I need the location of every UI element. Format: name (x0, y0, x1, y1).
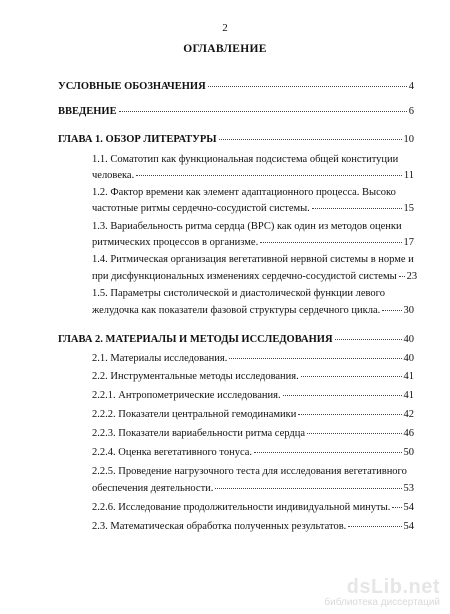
toc-entry-text: ритмических процессов в организме. (92, 237, 259, 248)
leader-dots (136, 175, 402, 176)
toc-page-number: 40 (403, 353, 414, 364)
toc-entry (92, 352, 414, 365)
toc-entry-text: 2.2. Инструментальные методы исследования. (92, 371, 299, 382)
toc-entry-text: ГЛАВА 2. МАТЕРИАЛЫ И МЕТОДЫ ИССЛЕДОВАНИЯ (58, 334, 333, 345)
watermark-logo: dsLib.net (346, 576, 440, 598)
page-title: ОГЛАВЛЕНИЕ (183, 43, 267, 55)
toc-entry (92, 408, 414, 421)
toc-page-number: 41 (403, 371, 414, 382)
toc-entry (92, 236, 414, 249)
watermark (324, 576, 440, 608)
toc-entry (92, 501, 414, 514)
toc-entry-text: УСЛОВНЫЕ ОБОЗНАЧЕНИЯ (58, 81, 206, 92)
toc-entry-text: 2.2.4. Оценка вегетативного тонуса. (92, 447, 253, 458)
toc-entry-text: при дисфункциональных изменениях сердечно-сосудистой системы (92, 271, 397, 282)
leader-dots (254, 452, 401, 453)
toc-page-number: 15 (403, 203, 414, 214)
toc-entry (92, 202, 414, 215)
toc-entry-text: обеспечения деятельности. (92, 483, 214, 494)
toc-page-number: 46 (403, 428, 414, 439)
toc-entry (92, 482, 414, 495)
toc-entry-text: желудочка как показатели фазовой структуры сердечного цикла. (92, 305, 381, 316)
toc-entry-text: 2.2.2. Показатели центральной гемодинамики (92, 409, 297, 420)
leader-dots (312, 208, 402, 209)
toc-page-number: 11 (403, 170, 414, 181)
toc-entry-text: ГЛАВА 1. ОБЗОР ЛИТЕРАТУРЫ (58, 134, 217, 145)
toc-entry-text: 2.2.1. Антропометрические исследования. (92, 390, 281, 401)
leader-dots (399, 276, 405, 277)
toc-entry (92, 270, 418, 283)
toc-entry (92, 389, 414, 402)
leader-dots (229, 358, 401, 359)
toc-entry-text: человека. (92, 170, 135, 181)
leader-dots (382, 310, 401, 311)
toc-entry (92, 370, 414, 383)
toc-entry-text: 1.5. Параметры систолической и диастолической функции левого (92, 288, 385, 299)
toc-page-number: 54 (403, 502, 414, 513)
toc-page-number: 4 (408, 81, 414, 92)
toc-entry (92, 427, 414, 440)
toc-entry (92, 520, 414, 533)
toc-page-number: 40 (403, 334, 414, 345)
leader-dots (215, 488, 401, 489)
leader-dots (119, 111, 407, 112)
toc-entry-text: 1.3. Вариабельность ритма сердца (ВРС) как один из методов оценки (92, 221, 402, 232)
toc-entry (58, 333, 414, 346)
toc-entry-text: 2.2.5. Проведение нагрузочного теста для исследования вегетативного (92, 466, 407, 477)
leader-dots (307, 433, 402, 434)
toc-entry (92, 304, 414, 317)
toc-entry-text: ВВЕДЕНИЕ (58, 106, 117, 117)
toc-entry (58, 133, 414, 146)
toc-page-number: 17 (403, 237, 414, 248)
toc-page-number: 30 (403, 305, 414, 316)
leader-dots (298, 414, 401, 415)
toc-page-number: 42 (403, 409, 414, 420)
toc-page-number: 41 (403, 390, 414, 401)
toc-entry-text: 2.1. Материалы исследования. (92, 353, 228, 364)
leader-dots (283, 395, 402, 396)
page-number: 2 (222, 22, 228, 34)
toc-entry (58, 105, 414, 118)
leader-dots (392, 507, 401, 508)
toc-entry-text: 1.2. Фактор времени как элемент адаптационного процесса. Высоко (92, 187, 396, 198)
watermark-subtitle: библиотека диссертаций (324, 597, 440, 608)
toc-page-number: 6 (408, 106, 414, 117)
leader-dots (301, 376, 402, 377)
toc-entry-text: 2.2.3. Показатели вариабельности ритма сердца (92, 428, 305, 439)
toc-page-number: 50 (403, 447, 414, 458)
leader-dots (219, 139, 402, 140)
leader-dots (260, 242, 401, 243)
toc-entry-text: 1.4. Ритмическая организация вегетативной нервной системы в норме и (92, 254, 414, 265)
toc-entry (92, 446, 414, 459)
toc-entry-text: 2.3. Математическая обработка полученных результатов. (92, 521, 347, 532)
toc-entry-text: частотные ритмы сердечно-сосудистой системы. (92, 203, 310, 214)
leader-dots (208, 86, 407, 87)
toc-entry (92, 169, 414, 182)
toc-entry-text: 2.2.6. Исследование продолжительности индивидуальной минуты. (92, 502, 391, 513)
toc-entry-text: 1.1. Соматотип как функциональная подсистема общей конституции (92, 154, 399, 165)
toc-page-number: 10 (403, 134, 414, 145)
toc-page-number: 23 (406, 271, 418, 282)
toc-page-number: 54 (403, 521, 414, 532)
leader-dots (348, 526, 401, 527)
toc-entry (58, 80, 414, 93)
toc-page-number: 53 (403, 483, 414, 494)
leader-dots (335, 339, 402, 340)
